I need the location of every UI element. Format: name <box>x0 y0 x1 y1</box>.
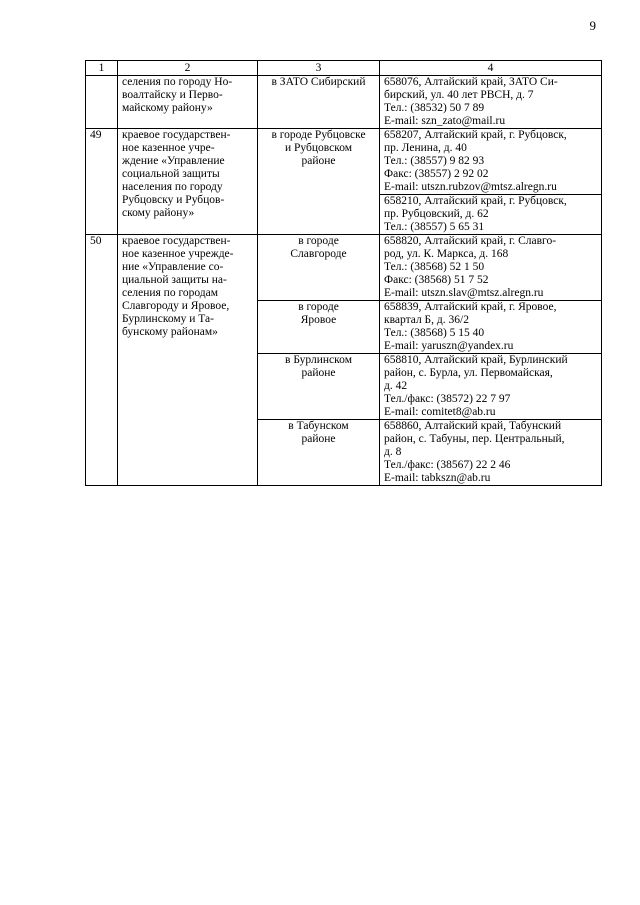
location-line: районе <box>301 367 336 379</box>
email-line: E-mail: tabkszn@ab.ru <box>384 472 491 484</box>
address-line: бирский, ул. 40 лет РВСН, д. 7 <box>384 89 534 101</box>
address-line: район, с. Табуны, пер. Центральный, <box>384 433 565 445</box>
location-cell <box>258 76 380 129</box>
table-body <box>86 76 602 486</box>
institution-name-line: селения по городам <box>122 287 219 299</box>
address-line: Тел.: (38532) 50 7 89 <box>384 102 485 114</box>
location-line: в Бурлинском <box>285 354 352 366</box>
institution-name-line: социальной защиты <box>122 168 220 180</box>
institution-name-line: населения по городу <box>122 181 223 193</box>
address-line: 658839, Алтайский край, г. Яровое, <box>384 301 557 313</box>
institution-name-line: скому району» <box>122 207 195 219</box>
address-line: род, ул. К. Маркса, д. 168 <box>384 248 509 260</box>
address-line: 658820, Алтайский край, г. Славго- <box>384 235 557 247</box>
address-cell <box>380 301 602 354</box>
institution-name-line: Бурлинскому и Та- <box>122 313 214 325</box>
location-line: в городе Рубцовске <box>271 129 366 141</box>
address-line: Тел./факс: (38567) 22 2 46 <box>384 459 511 471</box>
institution-name-line: ние «Управление со- <box>122 261 224 273</box>
institution-name-line: краевое государствен- <box>122 235 231 247</box>
institution-name-line: воалтайску и Перво- <box>122 89 223 101</box>
institution-name-line: краевое государствен- <box>122 129 231 141</box>
institution-name-line: ное казенное учре- <box>122 142 215 154</box>
address-line: Тел.: (38557) 9 82 93 <box>384 155 485 167</box>
location-line: в Табунском <box>288 420 349 432</box>
institution-name-line: Рубцовску и Рубцов- <box>122 194 225 206</box>
email-line: E-mail: szn_zato@mail.ru <box>384 115 506 127</box>
address-line: Тел.: (38557) 5 65 31 <box>384 221 485 233</box>
location-line: и Рубцовском <box>284 142 353 154</box>
institution-name-line: ное казенное учрежде- <box>122 248 234 260</box>
table-row <box>86 129 602 235</box>
row-number: 50 <box>86 235 118 486</box>
address-line: 658860, Алтайский край, Табунский <box>384 420 562 432</box>
address-line: Факс: (38568) 51 7 52 <box>384 274 489 286</box>
institution-name <box>118 235 258 486</box>
location-cell <box>258 354 380 420</box>
location-line: районе <box>301 155 336 167</box>
institution-name-line: Славгороду и Яровое, <box>122 300 230 312</box>
institutions-table <box>85 60 602 486</box>
address-line: Факс: (38557) 2 92 02 <box>384 168 489 180</box>
address-line: район, с. Бурла, ул. Первомайская, <box>384 367 553 379</box>
row-number: 49 <box>86 129 118 235</box>
address-line: 658207, Алтайский край, г. Рубцовск, <box>384 129 567 141</box>
location-line: Славгороде <box>290 248 347 260</box>
location-cell <box>258 301 380 354</box>
location-line: Яровое <box>300 314 337 326</box>
address-line: Тел.: (38568) 5 15 40 <box>384 327 485 339</box>
address-line: пр. Рубцовский, д. 62 <box>384 208 489 220</box>
location-line: в ЗАТО Сибирский <box>271 76 366 88</box>
location-line: в городе <box>298 301 339 313</box>
institution-name <box>118 129 258 235</box>
address-line: 658810, Алтайский край, Бурлинский <box>384 354 568 366</box>
column-header: 4 <box>380 61 602 76</box>
row-number <box>86 76 118 129</box>
location-line: районе <box>301 433 336 445</box>
table-row <box>86 76 602 129</box>
institution-name-line: майскому району» <box>122 102 213 114</box>
email-line: E-mail: yaruszn@yandex.ru <box>384 340 514 352</box>
institution-name <box>118 76 258 129</box>
location-cell <box>258 235 380 301</box>
location-cell <box>258 420 380 486</box>
address-line: д. 8 <box>384 446 402 458</box>
email-line: E-mail: utszn.slav@mtsz.alregn.ru <box>384 287 544 299</box>
location-line: в городе <box>298 235 339 247</box>
table-header-row <box>86 61 602 76</box>
institution-name-line: циальной защиты на- <box>122 274 227 286</box>
address-cell <box>380 76 602 129</box>
address-line: квартал Б, д. 36/2 <box>384 314 469 326</box>
institution-name-line: ждение «Управление <box>122 155 225 167</box>
address-cell <box>380 354 602 420</box>
page-number: 9 <box>589 18 596 33</box>
column-header: 3 <box>258 61 380 76</box>
institution-name-line: бунскому районам» <box>122 326 218 338</box>
email-line: E-mail: comitet8@ab.ru <box>384 406 496 418</box>
address-cell <box>380 235 602 301</box>
column-header: 1 <box>86 61 118 76</box>
address-line: Тел./факс: (38572) 22 7 97 <box>384 393 511 405</box>
address-line: 658210, Алтайский край, г. Рубцовск, <box>380 194 601 208</box>
address-line: 658076, Алтайский край, ЗАТО Си- <box>384 76 558 88</box>
table-row <box>86 235 602 301</box>
address-line: Тел.: (38568) 52 1 50 <box>384 261 485 273</box>
email-line: E-mail: utszn.rubzov@mtsz.alregn.ru <box>384 181 557 193</box>
column-header: 2 <box>118 61 258 76</box>
location-cell <box>258 129 380 235</box>
address-line: пр. Ленина, д. 40 <box>384 142 467 154</box>
address-cell <box>380 420 602 486</box>
address-cell <box>380 129 602 235</box>
address-line: д. 42 <box>384 380 408 392</box>
institution-name-line: селения по городу Но- <box>122 76 233 88</box>
